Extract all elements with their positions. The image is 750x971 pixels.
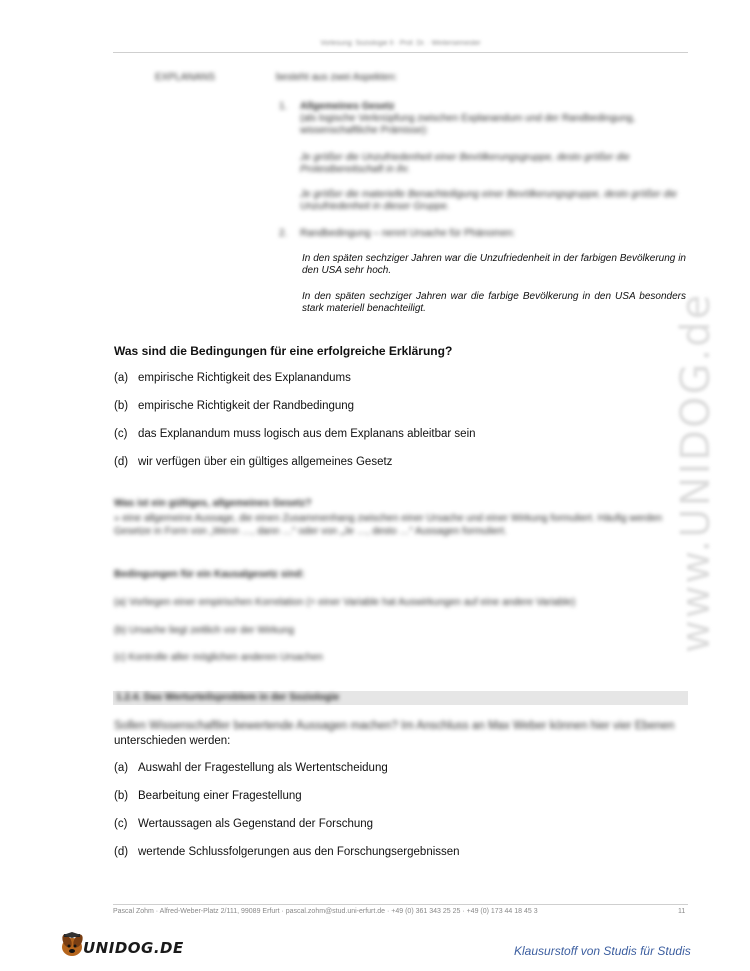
- list-item: [114, 400, 354, 412]
- tagline: Klausurstoff von Studis für Studis: [514, 944, 691, 958]
- blurred-heading: Bedingungen für ein Kausalgesetz sind:: [114, 569, 305, 580]
- list-text: Wertaussagen als Gegenstand der Forschung: [138, 818, 374, 830]
- footer-contact: Pascal Zohm · Alfred-Weber-Platz 2/111, 99089 Erfurt · pascal.zohm@stud.uni-erfurt.de · +49 (0) 361 343 25 25 · +49 (0) 173 44 18 45 3: [113, 908, 538, 915]
- item-heading: Allgemeines Gesetz: [300, 101, 395, 112]
- list-item: (c) Kontrolle aller möglichen anderen Ursachen: [114, 652, 323, 663]
- item-heading: Randbedingung – nennt Ursache für Phänomen:: [300, 228, 516, 239]
- list-label: (c): [114, 818, 128, 830]
- running-header: Vorlesung: Soziologie II · Prof. Dr. · Wintersemester: [320, 40, 481, 47]
- explanans-term: EXPLANANS: [155, 72, 216, 83]
- list-item: [114, 372, 351, 384]
- example-text: In den späten sechziger Jahren war die Unzufriedenheit in der farbigen Bevölkerung in den USA sehr hoch.: [302, 253, 686, 276]
- item-description: (als logische Verknüpfung zwischen Explanandum und der Randbedingung, wissenschaftliche Prämisse):: [300, 113, 636, 136]
- list-text: Auswahl der Fragestellung als Wertentscheidung: [138, 762, 388, 774]
- list-label: (b): [114, 400, 129, 412]
- list-label: (a): [114, 372, 129, 384]
- watermark: www.UNIDOG.de: [673, 292, 719, 653]
- list-item: [114, 456, 392, 468]
- blurred-paragraph: Sollen Wissenschaftler bewertende Aussagen machen? Im Anschluss an Max Weber können hier vier Ebenen: [114, 720, 675, 732]
- blurred-heading: Was ist ein gültiges, allgemeines Gesetz?: [114, 498, 312, 509]
- list-text: das Explanandum muss logisch aus dem Explanans ableitbar sein: [138, 428, 476, 440]
- list-label: (c): [114, 428, 128, 440]
- list-label: (a): [114, 762, 129, 774]
- list-item: [114, 818, 373, 830]
- logo-text: UNIDOG.DE: [83, 939, 184, 957]
- list-item: [114, 790, 302, 802]
- section-question: Was sind die Bedingungen für eine erfolgreiche Erklärung?: [114, 344, 453, 358]
- header-rule: [113, 52, 688, 53]
- list-label: (d): [114, 456, 129, 468]
- page-number: 11: [678, 908, 686, 915]
- item-number: 2.: [279, 228, 288, 239]
- list-label: (d): [114, 846, 129, 858]
- list-text: wir verfügen über ein gültiges allgemeines Gesetz: [138, 456, 393, 468]
- list-item: [114, 846, 460, 858]
- list-item: [114, 428, 476, 440]
- example-text: Je größer die materielle Benachteiligung einer Bevölkerungsgruppe, desto größer die Unzufriedenheit in dieser Gruppe.: [300, 189, 677, 212]
- example-text: In den späten sechziger Jahren war die farbige Bevölkerung in den USA besonders stark materiell benachteiligt.: [302, 291, 686, 314]
- list-text: Bearbeitung einer Fragestellung: [138, 790, 302, 802]
- footer-rule: [113, 904, 688, 905]
- list-text: empirische Richtigkeit des Explanandums: [138, 372, 351, 384]
- list-item: [114, 762, 388, 774]
- example-text: Je größer die Unzufriedenheit einer Bevölkerungsgruppe, desto größer die Protestbereitschaft in ihr.: [300, 152, 630, 175]
- item-number: 1.: [279, 101, 288, 112]
- blurred-paragraph: » eine allgemeine Aussage, die einen Zusammenhang zwischen einer Ursache und einer Wirkung formuliert. Häufig werden Gesetze in Form von „Wenn …, dann …“ oder von „Je …, desto …“ Aussagen formuliert.: [114, 513, 663, 537]
- explanans-intro: besteht aus zwei Aspekten:: [276, 72, 398, 83]
- list-text: wertende Schlussfolgerungen aus den Forschungsergebnissen: [138, 846, 460, 858]
- list-item: (a) Vorliegen einer empirischen Korrelation (= einer Variable hat Auswirkungen auf eine andere Variable): [114, 597, 576, 608]
- list-text: empirische Richtigkeit der Randbedingung: [138, 400, 355, 412]
- paragraph-text: unterschieden werden:: [114, 735, 231, 747]
- section-title: 1.2.4. Das Werturteilsproblem in der Soziologie: [116, 692, 340, 703]
- list-item: (b) Ursache liegt zeitlich vor der Wirkung: [114, 625, 295, 636]
- list-label: (b): [114, 790, 129, 802]
